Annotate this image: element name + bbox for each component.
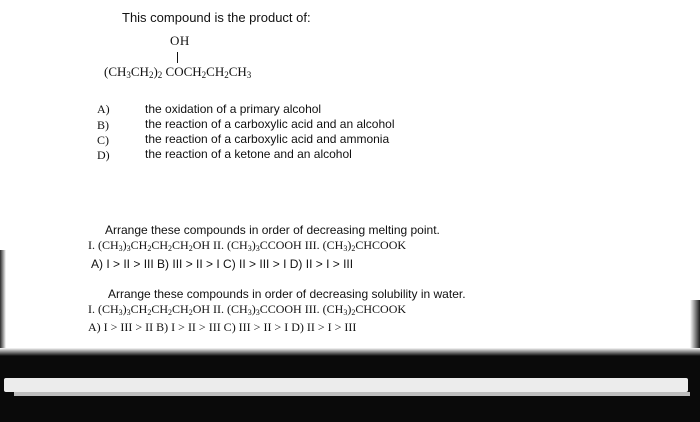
left-shadow-edge	[0, 250, 6, 360]
formula-subscript: 2	[224, 70, 229, 80]
question-3-compounds	[88, 302, 406, 317]
compound-text: CH	[151, 302, 169, 316]
formula-subscript: 2	[201, 70, 207, 80]
compound-text: )	[347, 302, 352, 316]
question-2-answer-choices: A) I > II > III B) III > II > I C) II > III > I D) II > I > III	[91, 257, 354, 271]
compound-text: )	[251, 238, 256, 252]
compound-subscript: 3	[126, 308, 131, 317]
compound-subscript: 3	[118, 244, 123, 253]
compound-text: )	[347, 238, 352, 252]
compound-subscript: 2	[188, 308, 193, 317]
compound-subscript: 2	[168, 244, 173, 253]
structural-formula	[104, 64, 251, 80]
compound-subscript: 3	[255, 308, 260, 317]
question-3-answer-choices: A) I > III > II B) I > II > III C) III > II > I D) II > I > III	[88, 320, 357, 334]
compound-subscript: 3	[255, 244, 260, 253]
compound-text: CCOOH III. (CH	[259, 238, 344, 252]
compound-text: I. (CH	[88, 302, 119, 316]
option-a-text: the oxidation of a primary alcohol	[145, 102, 322, 116]
compound-subscript: 3	[126, 244, 131, 253]
compound-subscript: 2	[147, 244, 152, 253]
option-b-letter: B)	[97, 118, 109, 132]
compound-subscript: 2	[147, 308, 152, 317]
compound-text: CHCOOK	[355, 302, 407, 316]
formula-subscript: 3	[246, 70, 252, 80]
light-streak	[4, 378, 688, 392]
compound-text: CH	[172, 238, 189, 252]
option-d-letter: D)	[97, 148, 110, 162]
formula-subscript: 3	[126, 70, 131, 80]
compound-subscript: 3	[343, 244, 348, 253]
compound-subscript: 2	[351, 308, 356, 317]
compound-text: CCOOH III. (CH	[259, 302, 344, 316]
compound-text: CH	[172, 302, 189, 316]
compound-text: CH	[130, 302, 148, 316]
compound-text: OH II. (CH	[192, 238, 248, 252]
compound-text: )	[122, 302, 127, 316]
compound-subscript: 3	[343, 308, 348, 317]
compound-subscript: 2	[168, 308, 173, 317]
option-c-letter: C)	[97, 133, 109, 147]
compound-text: )	[251, 302, 256, 316]
option-c-text: the reaction of a carboxylic acid and ammonia	[145, 132, 390, 146]
option-d-text: the reaction of a ketone and an alcohol	[145, 147, 352, 161]
compound-subscript: 3	[247, 244, 252, 253]
option-a-letter: A)	[97, 102, 110, 116]
compound-text: CH	[130, 238, 148, 252]
compound-subscript: 2	[188, 244, 193, 253]
formula-subscript: 2	[157, 70, 163, 80]
formula-part: CH	[130, 64, 149, 79]
light-streak-shadow	[14, 392, 690, 396]
bond-line	[177, 52, 178, 63]
question-2-prompt: Arrange these compounds in order of decreasing melting point.	[105, 223, 440, 237]
question-1-prompt: This compound is the product of:	[122, 10, 311, 25]
compound-subscript: 3	[247, 308, 252, 317]
formula-part: )	[153, 64, 158, 79]
compound-text: CHCOOK	[355, 238, 407, 252]
compound-subscript: 2	[351, 244, 356, 253]
hydroxyl-label: OH	[170, 33, 190, 48]
option-b-text: the reaction of a carboxylic acid and an alcohol	[145, 117, 395, 131]
formula-subscript: 2	[148, 70, 154, 80]
formula-part: COCH	[162, 64, 202, 79]
formula-part: CH	[206, 64, 225, 79]
compound-text: I. (CH	[88, 238, 119, 252]
compound-subscript: 3	[118, 308, 123, 317]
formula-part: CH	[228, 64, 247, 79]
compound-text: OH II. (CH	[192, 302, 248, 316]
question-2-compounds	[88, 238, 406, 253]
question-3-prompt: Arrange these compounds in order of decreasing solubility in water.	[108, 287, 466, 301]
compound-text: )	[122, 238, 127, 252]
formula-part: (CH	[104, 64, 127, 79]
compound-text: CH	[151, 238, 169, 252]
